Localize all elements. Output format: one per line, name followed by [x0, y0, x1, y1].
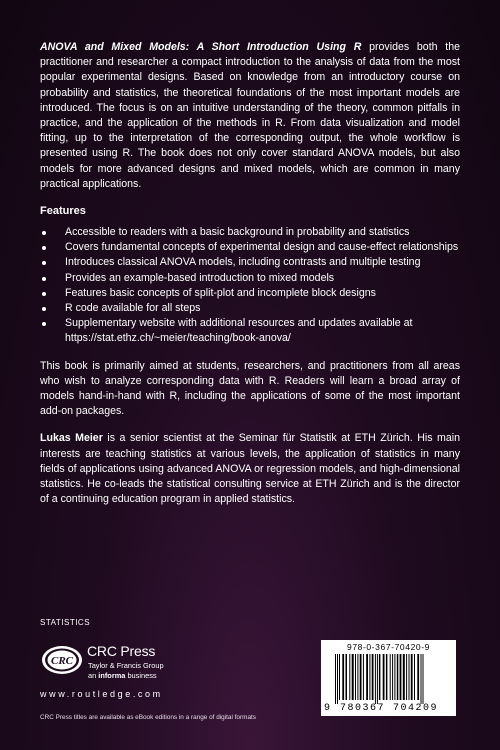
publisher-business: an informa business: [88, 671, 157, 680]
barcode-bar: [352, 654, 354, 700]
bullet-icon: [42, 246, 46, 250]
barcode-bar: [357, 654, 358, 700]
description-text: provides both the practitioner and researcher a compact introduction to the analysis of data from the most popular experimental designs. Based on knowledge from an introductory course on probability and statistics, the theoretical foundations of the most important models are introduced. The focus is on an intuitive understanding of the theory, common pitfalls in practice, and the application of the methods in R. From data visualization and model fitting, up to the interpretation of the corresponding output, the whole workflow is presented using R. The book does not only cover standard ANOVA models, but also models for more advanced designs and mixed models, which are common in many practical applications.: [40, 41, 461, 190]
book-title: ANOVA and Mixed Models: A Short Introduction Using R: [40, 41, 362, 53]
list-item: R code available for all steps: [40, 301, 460, 316]
ebook-note: CRC Press titles are available as eBook editions in a range of digital formats: [40, 714, 256, 721]
logo-text: CRC: [50, 655, 74, 667]
barcode-bar: [369, 654, 370, 700]
description-paragraph: [40, 40, 460, 192]
list-item: Provides an example-based introduction to mixed models: [40, 271, 460, 286]
barcode-bar: [335, 654, 336, 704]
barcode-bar: [337, 654, 338, 704]
barcode-bar: [390, 654, 391, 700]
barcode-bar: [372, 654, 374, 700]
back-cover-text: [40, 40, 460, 507]
bullet-icon: [42, 307, 46, 311]
list-item: Covers fundamental concepts of experimental design and cause-effect relationships: [40, 240, 460, 255]
barcode-bar: [392, 654, 393, 700]
bullet-icon: [42, 322, 46, 326]
list-item: Introduces classical ANOVA models, including contrasts and multiple testing: [40, 255, 460, 270]
audience-paragraph: This book is primarily aimed at students, researchers, and practitioners from all areas who wish to analyze corresponding data with R. Readers will learn a broad array of models hand-in-hand with R, including the applications of some of the most important add-on packages.: [40, 359, 460, 418]
barcode-bar: [411, 654, 413, 700]
isbn-text: 978-0-367-70420-9: [347, 642, 430, 652]
crc-press-logo-icon: [40, 643, 85, 677]
publisher-name: CRC Press: [87, 643, 156, 659]
author-bio: is a senior scientist at the Seminar für Statistik at ETH Zürich. His main interests are teaching statistics at various levels, the application of statistics in many fields of applications using advanced ANOVA or regression models, and high-dimensional statistics. He co-leads the statistical consulting service at ETH Zürich and is the director of a continuing education program in applied statistics.: [40, 432, 460, 506]
barcode-bar: [409, 654, 410, 700]
barcode-bar: [342, 654, 344, 700]
bullet-icon: [42, 292, 46, 296]
list-item: Features basic concepts of split-plot and incomplete block designs: [40, 286, 460, 301]
barcode-bar: [360, 654, 362, 700]
barcode-bar: [346, 654, 348, 700]
isbn-barcode-box: [321, 640, 456, 716]
publisher-url: www.routledge.com: [40, 689, 163, 699]
bullet-icon: [42, 231, 46, 235]
barcode-bar: [406, 654, 407, 700]
barcode-bar: [394, 654, 395, 700]
barcode-bar: [423, 654, 424, 704]
barcode-bar: [397, 654, 399, 700]
publisher-group: Taylor & Francis Group: [88, 661, 164, 670]
barcode-icon: [335, 654, 445, 704]
barcode-bar: [400, 654, 402, 700]
barcode-bar: [363, 654, 364, 700]
features-heading: Features: [40, 205, 86, 218]
barcode-bar: [417, 654, 419, 700]
barcode-bar: [383, 654, 385, 700]
barcode-bar: [355, 654, 356, 700]
barcode-bar: [349, 654, 350, 700]
list-item: Supplementary website with additional resources and updates available at https://stat.ethz.ch/~meier/teaching/book-anova/: [40, 316, 460, 346]
barcode-right-digits: 704209: [393, 703, 439, 714]
barcode-bar: [377, 654, 378, 704]
barcode-bar: [414, 654, 415, 700]
barcode-bar: [366, 654, 368, 700]
barcode-bar: [375, 654, 376, 704]
author-name: Lukas Meier: [40, 432, 103, 445]
barcode-bar: [339, 654, 340, 700]
author-bio-paragraph: [40, 431, 460, 507]
bullet-icon: [42, 277, 46, 281]
category-label: STATISTICS: [40, 618, 91, 627]
barcode-bar: [421, 654, 422, 704]
list-item: Accessible to readers with a basic background in probability and statistics: [40, 225, 460, 240]
barcode-bar: [386, 654, 388, 700]
features-list: [40, 225, 460, 347]
bullet-icon: [42, 261, 46, 265]
barcode-bar: [379, 654, 381, 700]
barcode-lead-digit: 9: [324, 703, 331, 714]
barcode-bar: [403, 654, 405, 700]
barcode-left-digits: 780367: [340, 703, 386, 714]
